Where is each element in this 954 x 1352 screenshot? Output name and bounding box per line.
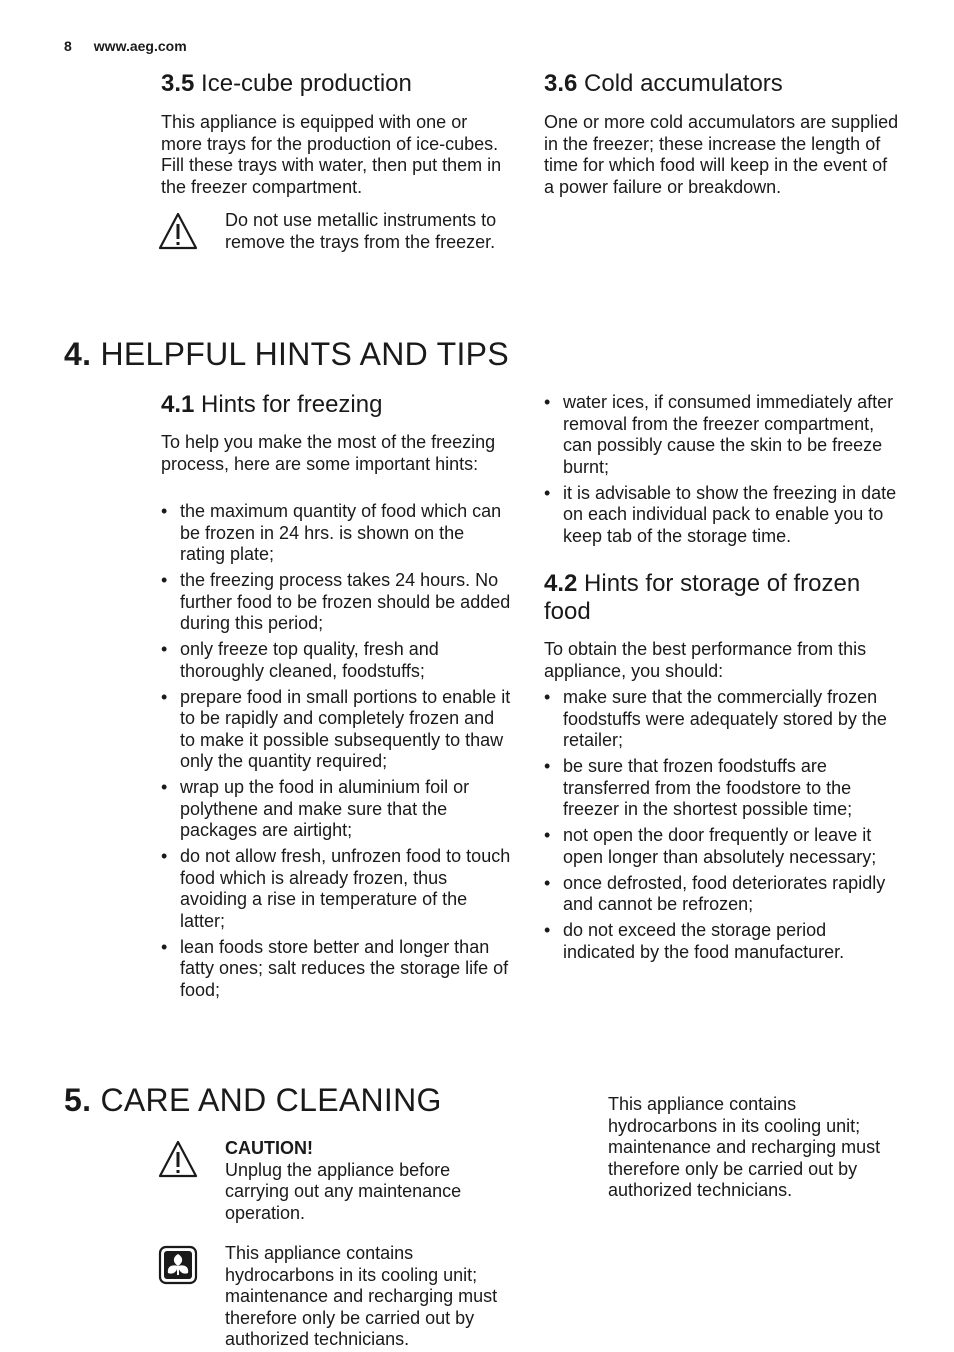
caution-block [225, 1138, 515, 1224]
caution-text: Unplug the appliance before carrying out any maintenance operation. [225, 1159, 462, 1223]
list-item: • prepare food in small portions to enable it to be rapidly and completely frozen and to make it possible subsequently to thaw only the quantity required; [161, 687, 513, 773]
section-heading-3-5 [161, 70, 501, 98]
section-number: 4.2 [544, 570, 578, 597]
paragraph: To help you make the most of the freezing process, here are some important hints: [161, 432, 496, 474]
section-title: Cold accumulators [584, 70, 783, 97]
section-number: 3.6 [544, 70, 578, 97]
warning-triangle-icon [158, 211, 198, 251]
section-heading-3-6 [544, 70, 904, 98]
page-header [64, 38, 187, 54]
list-item: • the maximum quantity of food which can be frozen in 24 hrs. is shown on the rating plate; [161, 501, 513, 566]
paragraph: To obtain the best performance from this appliance, you should: [544, 639, 867, 681]
list-item: • not open the door frequently or leave it open longer than absolutely necessary; [544, 825, 899, 868]
website: www.aeg.com [93, 38, 187, 54]
list-item: • water ices, if consumed immediately after removal from the freezer compartment, can possibly cause the skin to be freeze burnt; [544, 392, 899, 478]
environment-text-flow: This appliance contains hydrocarbons in its cooling unit; maintenance and recharging must therefore only be carried out by authorized technicians. [608, 1094, 881, 1200]
storage-hints-list [544, 687, 899, 968]
list-item: • be sure that frozen foodstuffs are transferred from the foodstore to the freezer in the shortest possible time; [544, 756, 899, 821]
chapter-number: 5. [64, 1082, 92, 1118]
environment-icon [158, 1245, 198, 1285]
section-title: Hints for freezing [201, 391, 383, 418]
section-heading-4-2 [544, 570, 904, 626]
section-title: Hints for storage of frozen food [544, 570, 861, 625]
section-number: 3.5 [161, 70, 195, 97]
environment-text: This appliance contains hydrocarbons in its cooling unit; maintenance and recharging must therefore only be carried out by authorized technicians. [225, 1243, 498, 1349]
warning-text: Do not use metallic instruments to remove the trays from the freezer. [225, 210, 497, 252]
list-item: • lean foods store better and longer than fatty ones; salt reduces the storage life of food; [161, 937, 513, 1002]
chapter-heading-4 [64, 335, 864, 373]
section-title: Ice-cube production [201, 70, 412, 97]
list-item: • only freeze top quality, fresh and thoroughly cleaned, foodstuffs; [161, 639, 513, 682]
list-item: • wrap up the food in aluminium foil or polythene and make sure that the packages are airtight; [161, 777, 513, 842]
page-number: 8 [64, 38, 72, 54]
warning-triangle-icon [158, 1139, 198, 1179]
section-number: 4.1 [161, 391, 195, 418]
paragraph: This appliance is equipped with one or more trays for the production of ice-cubes. Fill these trays with water, then put them in the freezer compartment. [161, 112, 502, 197]
list-item: • it is advisable to show the freezing in date on each individual pack to enable you to keep tab of the storage time. [544, 483, 899, 548]
freezing-hints-list [161, 501, 513, 1006]
section-heading-4-1 [161, 391, 501, 419]
chapter-title: CARE AND CLEANING [100, 1082, 442, 1118]
list-item: • do not allow fresh, unfrozen food to touch food which is already frozen, thus avoiding a rise in temperature of the latter; [161, 846, 513, 932]
list-item: • once defrosted, food deteriorates rapidly and cannot be refrozen; [544, 873, 899, 916]
paragraph: One or more cold accumulators are supplied in the freezer; these increase the length of time for which food will keep in the event of a power failure or breakdown. [544, 112, 899, 197]
chapter-number: 4. [64, 336, 92, 372]
list-item: • the freezing process takes 24 hours. No further food to be frozen should be added during this period; [161, 570, 513, 635]
list-item: • do not exceed the storage period indicated by the food manufacturer. [544, 920, 899, 963]
caution-title: CAUTION! [225, 1138, 313, 1158]
list-item: • make sure that the commercially frozen foodstuffs were adequately stored by the retailer; [544, 687, 899, 752]
chapter-title: HELPFUL HINTS AND TIPS [100, 336, 509, 372]
environment-text-continued [608, 1094, 898, 1204]
freezing-hints-list-continued [544, 392, 899, 552]
